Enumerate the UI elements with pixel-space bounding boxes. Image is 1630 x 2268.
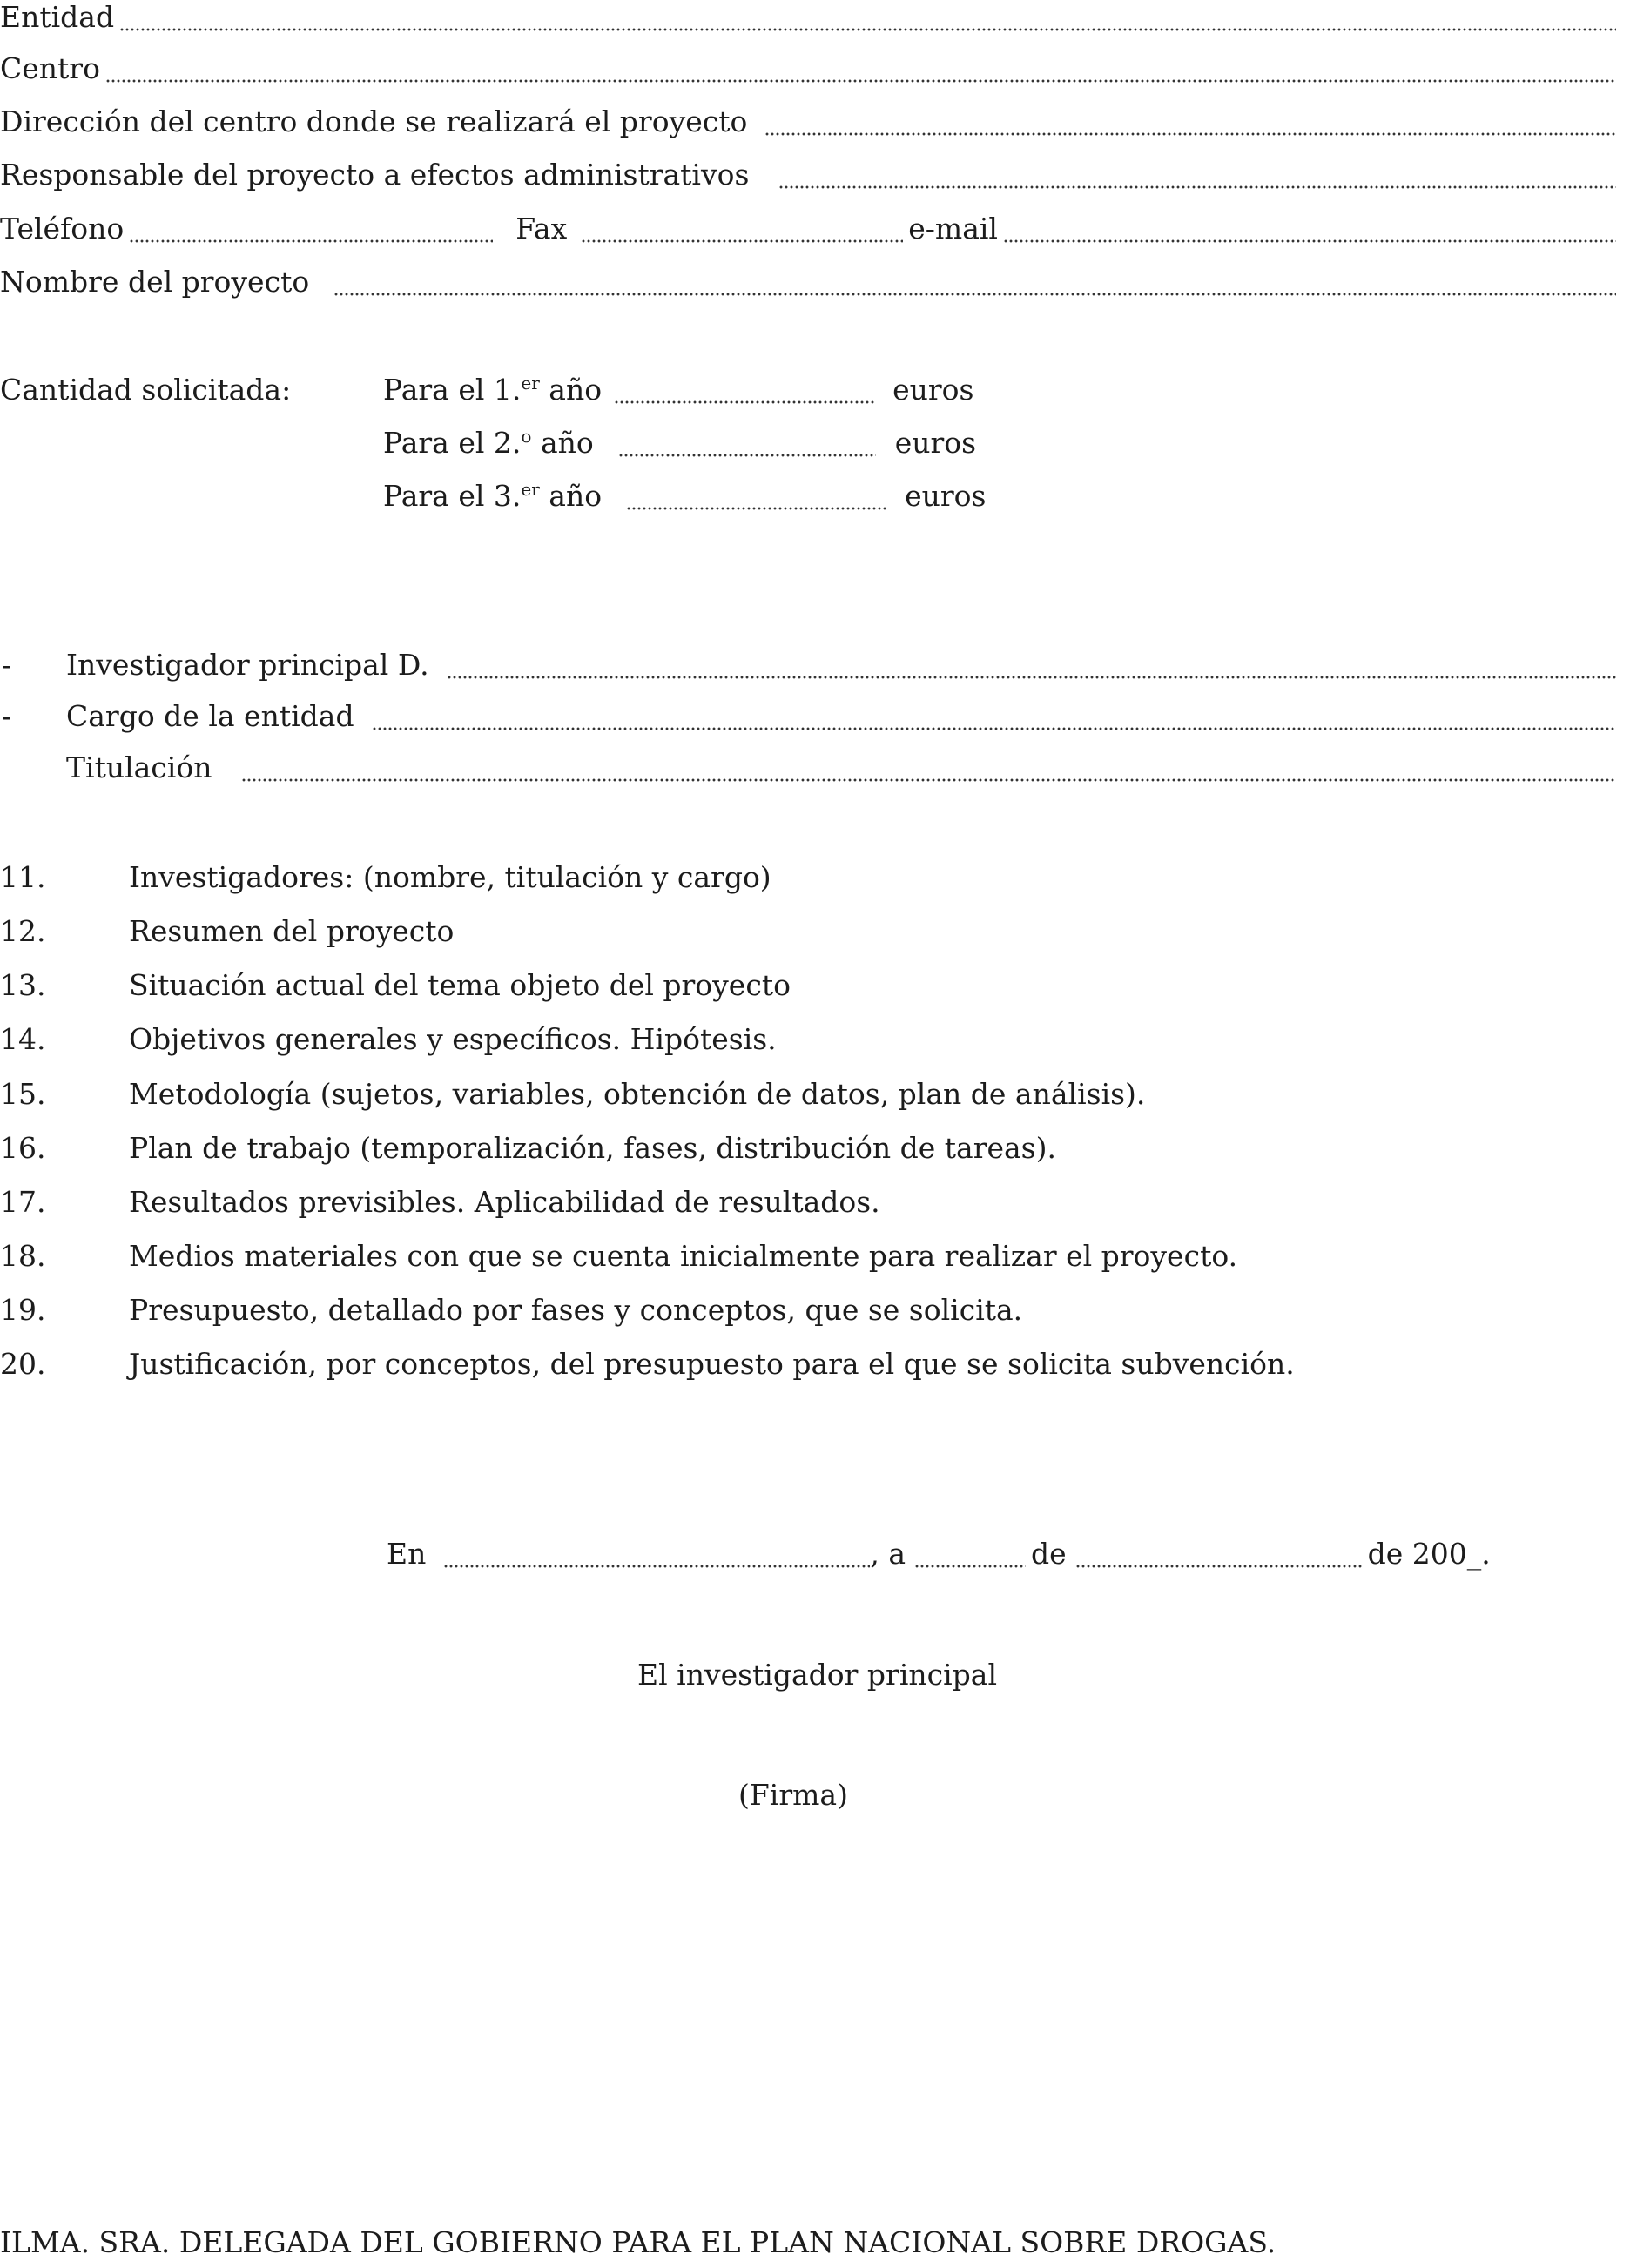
entidad-input[interactable] bbox=[119, 0, 1616, 35]
list-item bbox=[0, 968, 1630, 1003]
list-item bbox=[0, 1293, 1630, 1328]
label-email: e-mail bbox=[908, 212, 998, 246]
field-direccion bbox=[0, 104, 1621, 139]
item-text: Plan de trabajo (temporalización, fases, distribución de tareas). bbox=[129, 1131, 1056, 1165]
bullet-1: - bbox=[2, 648, 12, 682]
cantidad-unit-3: euros bbox=[905, 479, 987, 513]
fecha-mes-input[interactable] bbox=[1075, 1537, 1363, 1571]
email-input[interactable] bbox=[1003, 212, 1616, 246]
item-number: 11. bbox=[0, 860, 46, 894]
item-number: 14. bbox=[0, 1022, 46, 1056]
field-contacto bbox=[0, 212, 1621, 246]
label-telefono: Teléfono bbox=[0, 212, 125, 246]
item-text: Presupuesto, detallado por fases y conceptos, que se solicita. bbox=[129, 1293, 1023, 1327]
label-centro: Centro bbox=[0, 51, 100, 85]
investigador-principal-input[interactable] bbox=[447, 648, 1616, 683]
nombre-proyecto-input[interactable] bbox=[333, 265, 1616, 299]
cantidad-row-1 bbox=[383, 373, 993, 407]
footer-addressee: ILMA. SRA. DELEGADA DEL GOBIERNO PARA EL PLAN NACIONAL SOBRE DROGAS. bbox=[0, 2225, 1276, 2259]
item-text: Investigadores: (nombre, titulación y cargo) bbox=[129, 860, 771, 894]
item-number: 17. bbox=[0, 1185, 46, 1219]
cantidad-year-2: Para el 2.$^o$ año bbox=[383, 426, 594, 460]
cantidad-year-3: Para el 3.$^{er}$ año bbox=[383, 479, 603, 513]
firma-caption: (Firma) bbox=[738, 1778, 848, 1812]
field-centro bbox=[0, 51, 1621, 86]
bullet-2: - bbox=[2, 699, 12, 733]
label-investigador-principal: Investigador principal D. bbox=[66, 648, 429, 682]
direccion-input[interactable] bbox=[764, 104, 1616, 139]
list-item bbox=[0, 1347, 1630, 1382]
investigador-principal-caption: El investigador principal bbox=[637, 1658, 998, 1692]
field-entidad bbox=[0, 0, 1621, 35]
item-number: 18. bbox=[0, 1239, 46, 1273]
cantidad-unit-2: euros bbox=[894, 426, 977, 460]
list-item bbox=[0, 1185, 1630, 1220]
cantidad-unit-1: euros bbox=[892, 373, 974, 407]
item-number: 19. bbox=[0, 1293, 46, 1327]
item-text: Objetivos generales y específicos. Hipótesis. bbox=[129, 1022, 777, 1056]
label-direccion: Dirección del centro donde se realizará el proyecto bbox=[0, 104, 748, 138]
item-number: 12. bbox=[0, 914, 46, 948]
item-text: Justificación, por conceptos, del presupuesto para el que se solicita subvención. bbox=[129, 1347, 1295, 1381]
label-entidad: Entidad bbox=[0, 0, 115, 34]
list-item bbox=[0, 914, 1630, 949]
fecha-en: En bbox=[387, 1537, 427, 1571]
item-text: Resultados previsibles. Aplicabilidad de resultados. bbox=[129, 1185, 880, 1219]
fecha-de: de bbox=[1031, 1537, 1067, 1571]
label-nombre-proyecto: Nombre del proyecto bbox=[0, 265, 310, 299]
label-responsable: Responsable del proyecto a efectos administrativos bbox=[0, 158, 750, 192]
label-titulacion: Titulación bbox=[66, 750, 212, 784]
list-item bbox=[0, 1077, 1630, 1112]
label-cargo: Cargo de la entidad bbox=[66, 699, 354, 733]
list-item bbox=[0, 1131, 1630, 1166]
fecha-line bbox=[387, 1537, 1491, 1571]
cantidad-year-1: Para el 1.$^{er}$ año bbox=[383, 373, 603, 407]
cantidad-3-input[interactable] bbox=[626, 479, 886, 514]
fecha-year: de 200_. bbox=[1367, 1537, 1491, 1571]
cantidad-label: Cantidad solicitada: bbox=[0, 373, 292, 407]
field-investigador-principal bbox=[66, 648, 1621, 683]
label-fax: Fax bbox=[515, 212, 568, 246]
field-responsable bbox=[0, 158, 1621, 192]
fecha-lugar-input[interactable] bbox=[443, 1537, 870, 1571]
item-number: 20. bbox=[0, 1347, 46, 1381]
responsable-input[interactable] bbox=[778, 158, 1616, 192]
list-item bbox=[0, 1022, 1630, 1057]
fecha-coma-a: , a bbox=[870, 1537, 906, 1571]
item-number: 16. bbox=[0, 1131, 46, 1165]
item-text: Medios materiales con que se cuenta inicialmente para realizar el proyecto. bbox=[129, 1239, 1238, 1273]
cantidad-2-input[interactable] bbox=[618, 426, 876, 461]
field-titulacion bbox=[66, 750, 1621, 785]
item-text: Metodología (sujetos, variables, obtención de datos, plan de análisis). bbox=[129, 1077, 1146, 1111]
item-number: 15. bbox=[0, 1077, 46, 1111]
centro-input[interactable] bbox=[105, 51, 1616, 86]
cargo-input[interactable] bbox=[372, 699, 1616, 734]
cantidad-row-3 bbox=[383, 479, 993, 514]
fax-input[interactable] bbox=[581, 212, 903, 246]
cantidad-row-2 bbox=[383, 426, 993, 461]
list-item bbox=[0, 1239, 1630, 1274]
item-text: Situación actual del tema objeto del proyecto bbox=[129, 968, 791, 1002]
titulacion-input[interactable] bbox=[241, 750, 1616, 785]
field-nombre-proyecto bbox=[0, 265, 1621, 299]
fecha-dia-input[interactable] bbox=[914, 1537, 1026, 1571]
cantidad-1-input[interactable] bbox=[614, 373, 875, 407]
list-item bbox=[0, 860, 1630, 895]
item-number: 13. bbox=[0, 968, 46, 1002]
telefono-input[interactable] bbox=[129, 212, 493, 246]
item-text: Resumen del proyecto bbox=[129, 914, 455, 948]
field-cargo bbox=[66, 699, 1621, 734]
